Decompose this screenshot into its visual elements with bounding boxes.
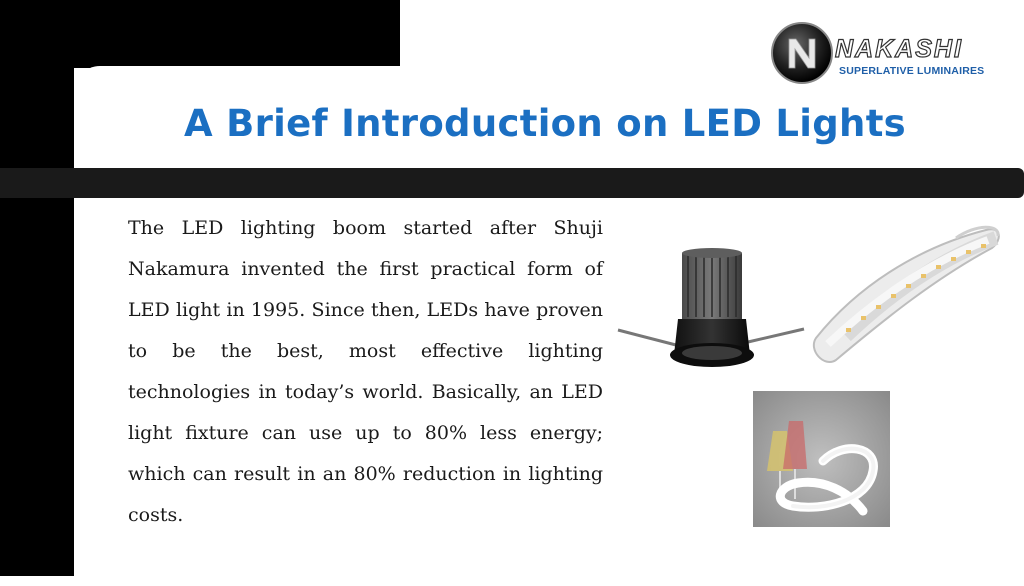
black-frame-top: [0, 0, 400, 68]
led-strip-image: [806, 218, 1002, 368]
logo-n-icon: [771, 22, 833, 84]
black-frame-left: [0, 0, 74, 576]
led-downlight-image: [616, 245, 806, 373]
page-title: A Brief Introduction on LED Lights: [183, 102, 907, 145]
brand-logo: [771, 22, 991, 86]
logo-brand-name: NAKASHI: [835, 35, 963, 63]
divider-bar: [0, 168, 1024, 198]
intro-paragraph: The LED lighting boom started after Shuji Nakamura invented the first practical form of LED light in 1995. Since then, LEDs have proven to be the best, most effective lighting technologies in today’s world. Basically, an LED light fixture can use up to 80% less energy; which can result in an 80% reduction in lighting costs.: [128, 217, 603, 526]
logo-tagline: SUPERLATIVE LUMINAIRES: [839, 65, 985, 77]
led-neon-flex-image: [753, 391, 890, 527]
